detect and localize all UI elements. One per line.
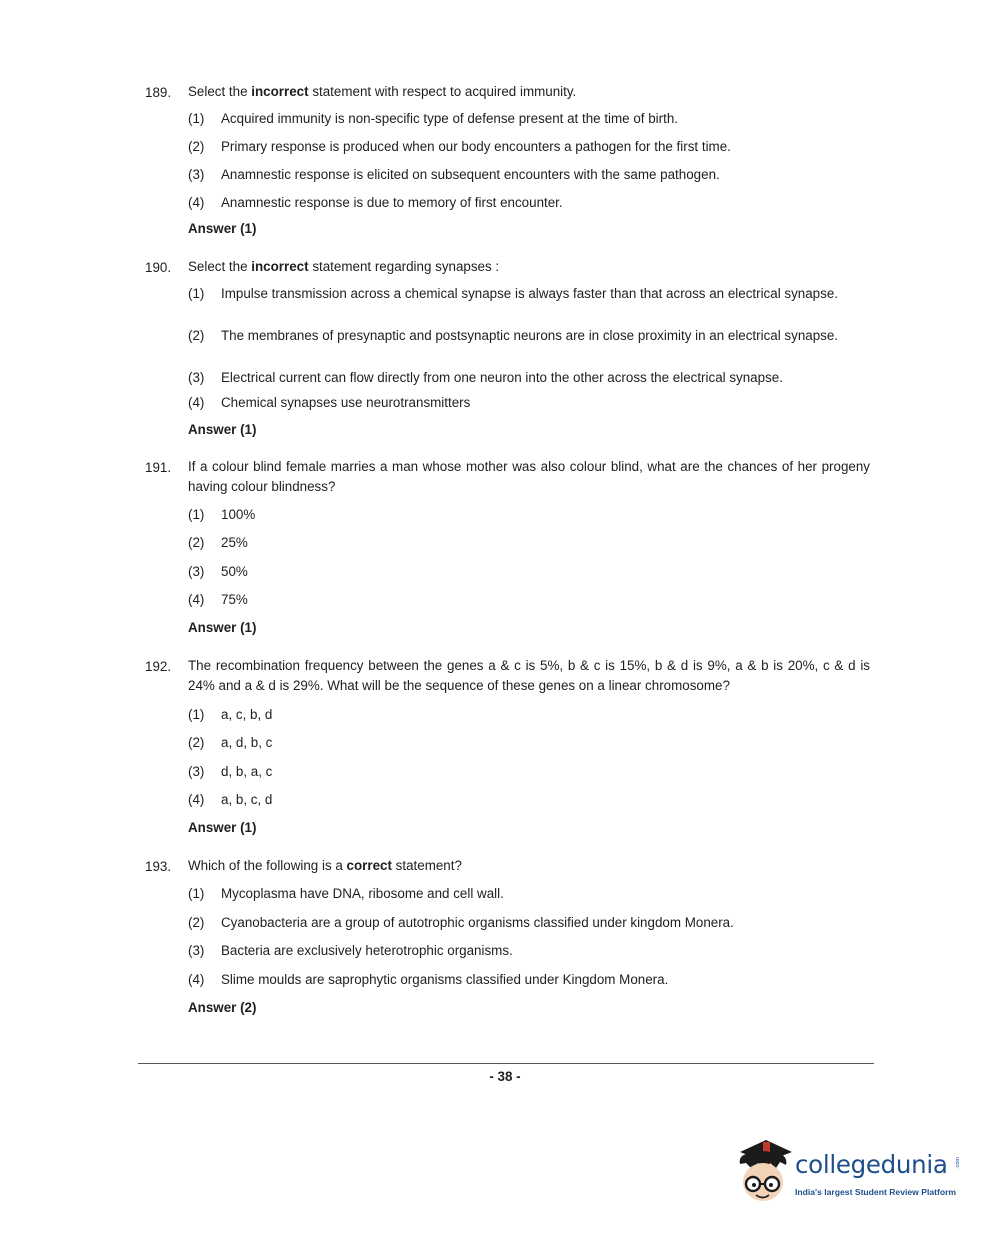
option: (1) Impulse transmission across a chemical synapse is always faster than that across an electrical synapse. bbox=[188, 286, 838, 301]
option: (1) Mycoplasma have DNA, ribosome and cell wall. bbox=[188, 886, 504, 901]
answer: Answer (2) bbox=[188, 1000, 257, 1015]
question-number: 193. bbox=[145, 859, 172, 874]
answer: Answer (1) bbox=[188, 620, 257, 635]
option: (3) Electrical current can flow directly from one neuron into the other across the electrical synapse. bbox=[188, 370, 783, 385]
mascot-icon bbox=[736, 1138, 796, 1208]
option: (2) Primary response is produced when our body encounters a pathogen for the first time. bbox=[188, 139, 731, 154]
logo-com: .com bbox=[955, 1157, 961, 1169]
option: (1) a, c, b, d bbox=[188, 707, 273, 722]
option: (3) Anamnestic response is elicited on subsequent encounters with the same pathogen. bbox=[188, 167, 720, 182]
footer-divider bbox=[138, 1063, 874, 1064]
question-text: Select the incorrect statement with respect to acquired immunity. bbox=[188, 84, 577, 99]
question-text: If a colour blind female marries a man whose mother was also colour blind, what are the chances of her progeny having colour blindness? bbox=[188, 459, 870, 494]
question-number: 191. bbox=[145, 460, 172, 475]
question-text: The recombination frequency between the genes a & c is 5%, b & c is 15%, b & d is 9%, a & b is 20%, c & d is 24% and a & d is 29%. What will be the sequence of these genes on a linear chromosome? bbox=[188, 658, 870, 693]
option: (4) 75% bbox=[188, 592, 248, 607]
question-text: Select the incorrect statement regarding synapses : bbox=[188, 259, 500, 274]
option: (3) Bacteria are exclusively heterotrophic organisms. bbox=[188, 943, 513, 958]
option: (2) a, d, b, c bbox=[188, 735, 273, 750]
logo-tagline: India's largest Student Review Platform bbox=[795, 1187, 957, 1197]
option: (4) Chemical synapses use neurotransmitters bbox=[188, 395, 471, 410]
logo-wordmark: collegedunia bbox=[795, 1150, 948, 1179]
option: (2) Cyanobacteria are a group of autotrophic organisms classified under kingdom Monera. bbox=[188, 915, 734, 930]
page-number: - 38 - bbox=[489, 1069, 521, 1084]
question-number: 190. bbox=[145, 260, 172, 275]
option: (3) 50% bbox=[188, 564, 248, 579]
option: (1) Acquired immunity is non-specific type of defense present at the time of birth. bbox=[188, 111, 678, 126]
option: (4) Anamnestic response is due to memory of first encounter. bbox=[188, 195, 563, 210]
option: (2) The membranes of presynaptic and postsynaptic neurons are in close proximity in an electrical synapse. bbox=[188, 328, 839, 343]
question-text: Which of the following is a correct statement? bbox=[188, 858, 462, 873]
emphasis: correct bbox=[346, 858, 392, 873]
option: (2) 25% bbox=[188, 535, 248, 550]
emphasis: incorrect bbox=[251, 84, 309, 99]
question-number: 189. bbox=[145, 85, 172, 100]
answer: Answer (1) bbox=[188, 820, 257, 835]
question-number: 192. bbox=[145, 659, 172, 674]
option: (1) 100% bbox=[188, 507, 256, 522]
option: (3) d, b, a, c bbox=[188, 764, 273, 779]
emphasis: incorrect bbox=[251, 259, 309, 274]
answer: Answer (1) bbox=[188, 221, 257, 236]
option: (4) a, b, c, d bbox=[188, 792, 273, 807]
answer: Answer (1) bbox=[188, 422, 257, 437]
option: (4) Slime moulds are saprophytic organisms classified under Kingdom Monera. bbox=[188, 972, 669, 987]
collegedunia-logo bbox=[736, 1138, 966, 1208]
